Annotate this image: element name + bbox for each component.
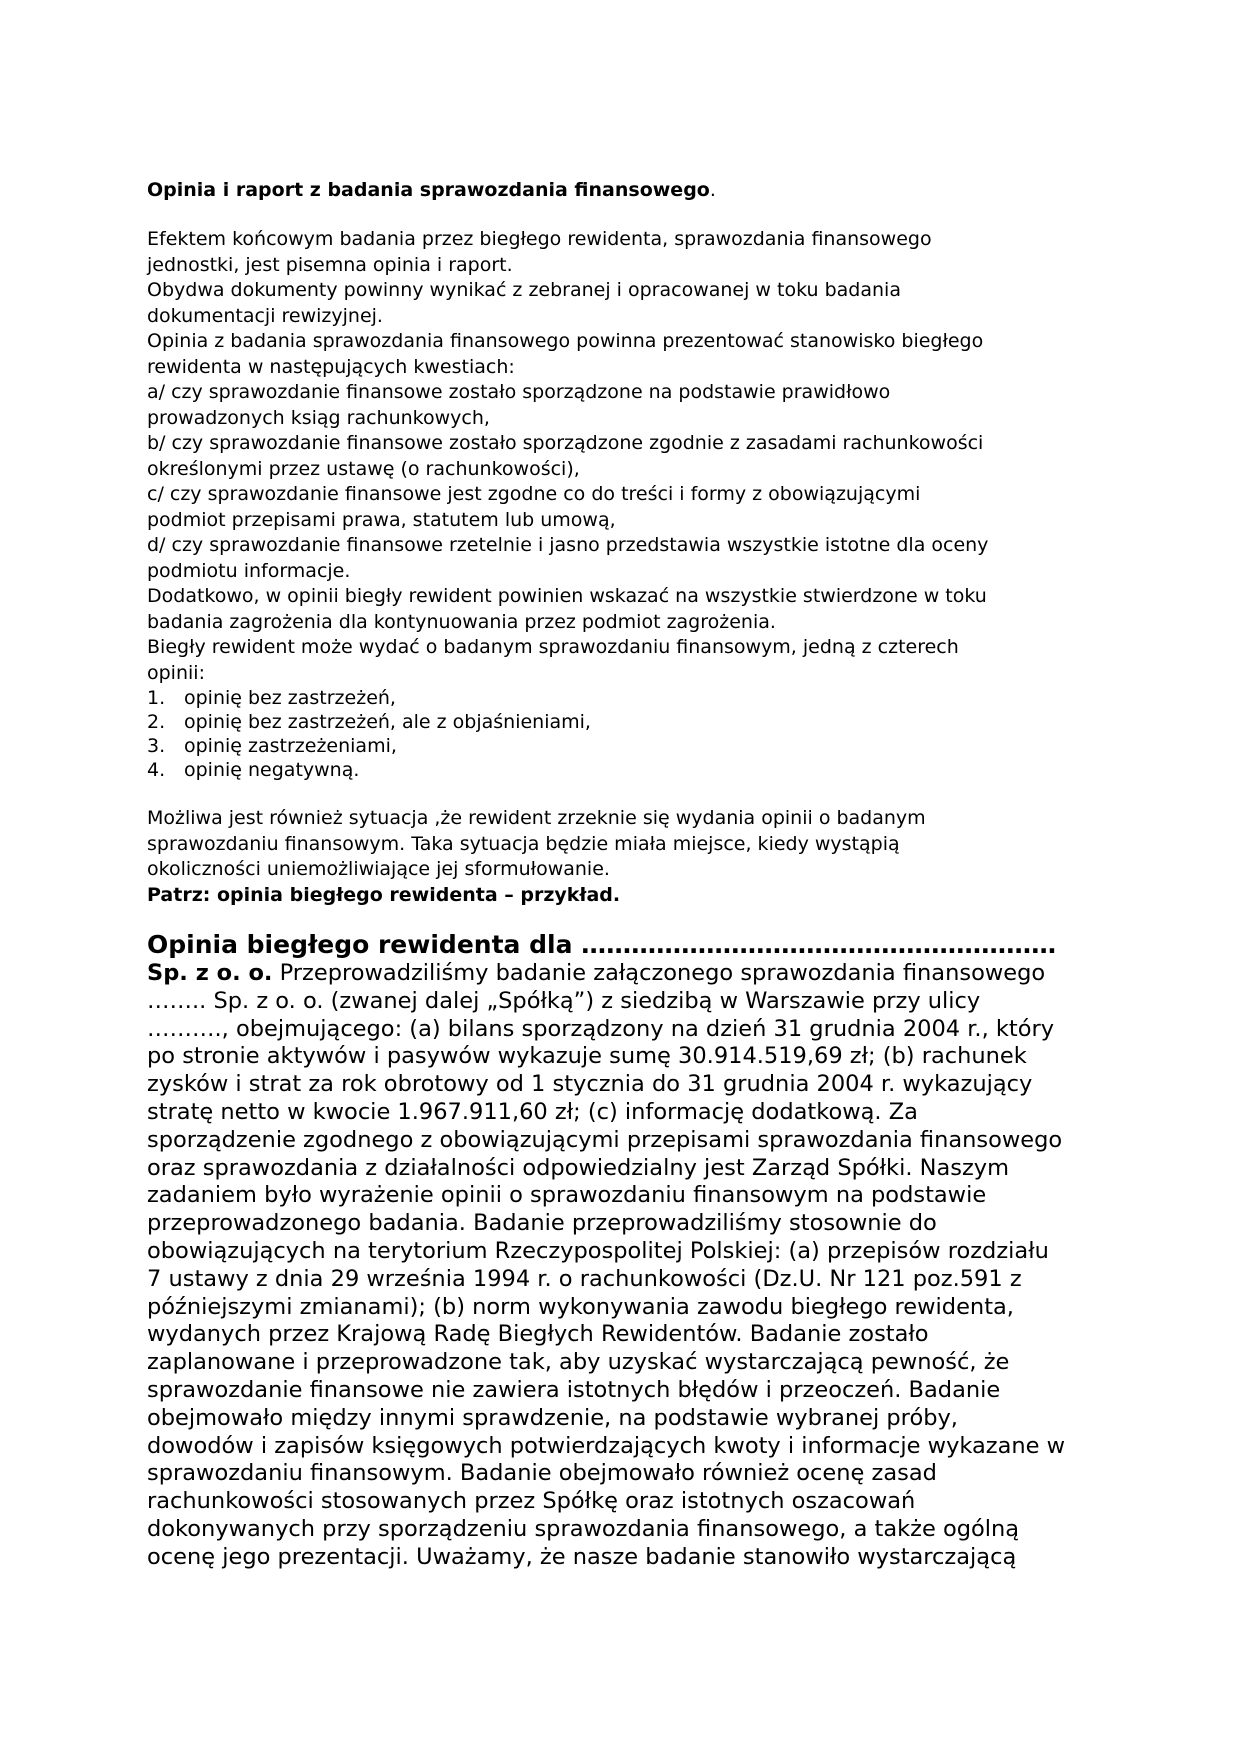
list-item-text: opinię bez zastrzeżeń, ale z objaśnieniami, <box>184 711 591 733</box>
intro-line: określonymi przez ustawę (o rachunkowości), <box>147 457 580 480</box>
example-line: sprawozdanie finansowe nie zawiera istotnych błędów i przeoczeń. Badanie <box>147 1376 1001 1403</box>
example-line: oraz sprawozdania z działalności odpowiedzialny jest Zarząd Spółki. Naszym <box>147 1154 1010 1181</box>
example-line: stratę netto w kwocie 1.967.911,60 zł; (c) informację dodatkową. Za <box>147 1098 918 1125</box>
document-title <box>147 178 1087 203</box>
intro-line: Biegły rewident może wydać o badanym sprawozdaniu finansowym, jedną z czterech <box>147 636 959 658</box>
intro-line: Opinia z badania sprawozdania finansowego powinna prezentować stanowisko biegłego <box>147 330 984 352</box>
list-item <box>147 686 1087 710</box>
company-form-label: Sp. z o. o. <box>147 960 273 986</box>
document-page <box>147 178 1087 1572</box>
intro-line: Dodatkowo, w opinii biegły rewident powinien wskazać na wszystkie stwierdzone w toku <box>147 585 987 607</box>
list-item <box>147 734 1087 758</box>
list-item-number: 1. <box>147 687 166 709</box>
list-item-number: 3. <box>147 735 166 757</box>
example-line: …….. Sp. z o. o. (zwanej dalej „Spółką”) z siedzibą w Warszawie przy ulicy <box>147 987 981 1014</box>
example-line <box>147 960 1087 988</box>
intro-line: opinii: <box>147 661 205 684</box>
example-heading: Opinia biegłego rewidenta dla ………………………………………………… <box>147 930 1057 959</box>
example-line: przeprowadzonego badania. Badanie przeprowadziliśmy stosownie do <box>147 1210 937 1237</box>
list-item-number: 2. <box>147 711 166 733</box>
example-line: obowiązujących na terytorium Rzeczypospolitej Polskiej: (a) przepisów rozdziału <box>147 1237 1049 1264</box>
intro-line: jednostki, jest pisemna opinia i raport. <box>147 253 513 276</box>
example-line: zysków i strat za rok obrotowy od 1 stycznia do 31 grudnia 2004 r. wykazujący <box>147 1071 1033 1098</box>
intro-line: podmiotu informacje. <box>147 559 351 582</box>
refusal-line: sprawozdaniu finansowym. Taka sytuacja będzie miała miejsce, kiedy wystąpią <box>147 832 900 855</box>
example-line: 7 ustawy z dnia 29 września 1994 r. o rachunkowości (Dz.U. Nr 121 poz.591 z <box>147 1265 1022 1292</box>
intro-line: dokumentacji rewizyjnej. <box>147 304 383 327</box>
intro-line: Efektem końcowym badania przez biegłego rewidenta, sprawozdania finansowego <box>147 228 932 250</box>
example-line: ocenę jego prezentacji. Uważamy, że nasze badanie stanowiło wystarczającą <box>147 1543 1017 1570</box>
intro-line: badania zagrożenia dla kontynuowania przez podmiot zagrożenia. <box>147 610 776 633</box>
refusal-line: okoliczności uniemożliwiające jej sformułowanie. <box>147 858 610 880</box>
intro-line: a/ czy sprawozdanie finansowe zostało sporządzone na podstawie prawidłowo <box>147 381 891 403</box>
intro-line: c/ czy sprawozdanie finansowe jest zgodne co do treści i formy z obowiązującymi <box>147 483 921 505</box>
list-item-text: opinię bez zastrzeżeń, <box>184 687 396 709</box>
intro-line: podmiot przepisami prawa, statutem lub umową, <box>147 508 616 531</box>
example-opinion-body <box>147 960 1087 1572</box>
opinion-types-list <box>147 686 1087 782</box>
example-line: zadaniem było wyrażenie opinii o sprawozdaniu finansowym na podstawie <box>147 1182 987 1209</box>
intro-line: b/ czy sprawozdanie finansowe zostało sporządzone zgodnie z zasadami rachunkowości <box>147 432 984 454</box>
example-line: późniejszymi zmianami); (b) norm wykonywania zawodu biegłego rewidenta, <box>147 1293 1014 1320</box>
refusal-line: Możliwa jest również sytuacja ,że rewident zrzeknie się wydania opinii o badanym <box>147 807 926 829</box>
example-line: dowodów i zapisów księgowych potwierdzających kwoty i informacje wykazane w <box>147 1432 1066 1459</box>
see-also-link[interactable]: Patrz: opinia biegłego rewidenta – przykład. <box>147 883 621 906</box>
example-line: zaplanowane i przeprowadzone tak, aby uzyskać wystarczającą pewność, że <box>147 1349 1010 1376</box>
example-line: sporządzenie zgodnego z obowiązującymi przepisami sprawozdania finansowego <box>147 1126 1063 1153</box>
list-item-text: opinię negatywną. <box>184 759 360 781</box>
example-line: ………., obejmującego: (a) bilans sporządzony na dzień 31 grudnia 2004 r., który <box>147 1015 1055 1042</box>
document-title-end: . <box>709 179 716 201</box>
example-line: obejmowało między innymi sprawdzenie, na podstawie wybranej próby, <box>147 1404 958 1431</box>
example-line: rachunkowości stosowanych przez Spółkę oraz istotnych oszacowań <box>147 1488 916 1515</box>
intro-line: Obydwa dokumenty powinny wynikać z zebranej i opracowanej w toku badania <box>147 279 901 301</box>
example-line: po stronie aktywów i pasywów wykazuje sumę 30.914.519,69 zł; (b) rachunek <box>147 1043 1027 1070</box>
intro-line: d/ czy sprawozdanie finansowe rzetelnie i jasno przedstawia wszystkie istotne dla oceny <box>147 534 989 556</box>
example-line: dokonywanych przy sporządzeniu sprawozdania finansowego, a także ogólną <box>147 1515 1020 1542</box>
list-item <box>147 710 1087 734</box>
example-line: wydanych przez Krajową Radę Biegłych Rewidentów. Badanie zostało <box>147 1321 929 1348</box>
document-title-text: Opinia i raport z badania sprawozdania finansowego <box>147 179 710 201</box>
list-item-text: opinię zastrzeżeniami, <box>184 735 397 757</box>
paragraph-spacer <box>147 782 1087 806</box>
example-line: sprawozdaniu finansowym. Badanie obejmowało również ocenę zasad <box>147 1460 937 1487</box>
example-line-text: Przeprowadziliśmy badanie załączonego sprawozdania finansowego <box>272 960 1046 986</box>
refusal-paragraph <box>147 806 1087 908</box>
intro-line: rewidenta w następujących kwestiach: <box>147 355 515 378</box>
list-item <box>147 758 1087 782</box>
list-item-number: 4. <box>147 759 166 781</box>
intro-line: prowadzonych ksiąg rachunkowych, <box>147 406 490 429</box>
intro-paragraph <box>147 227 1087 686</box>
